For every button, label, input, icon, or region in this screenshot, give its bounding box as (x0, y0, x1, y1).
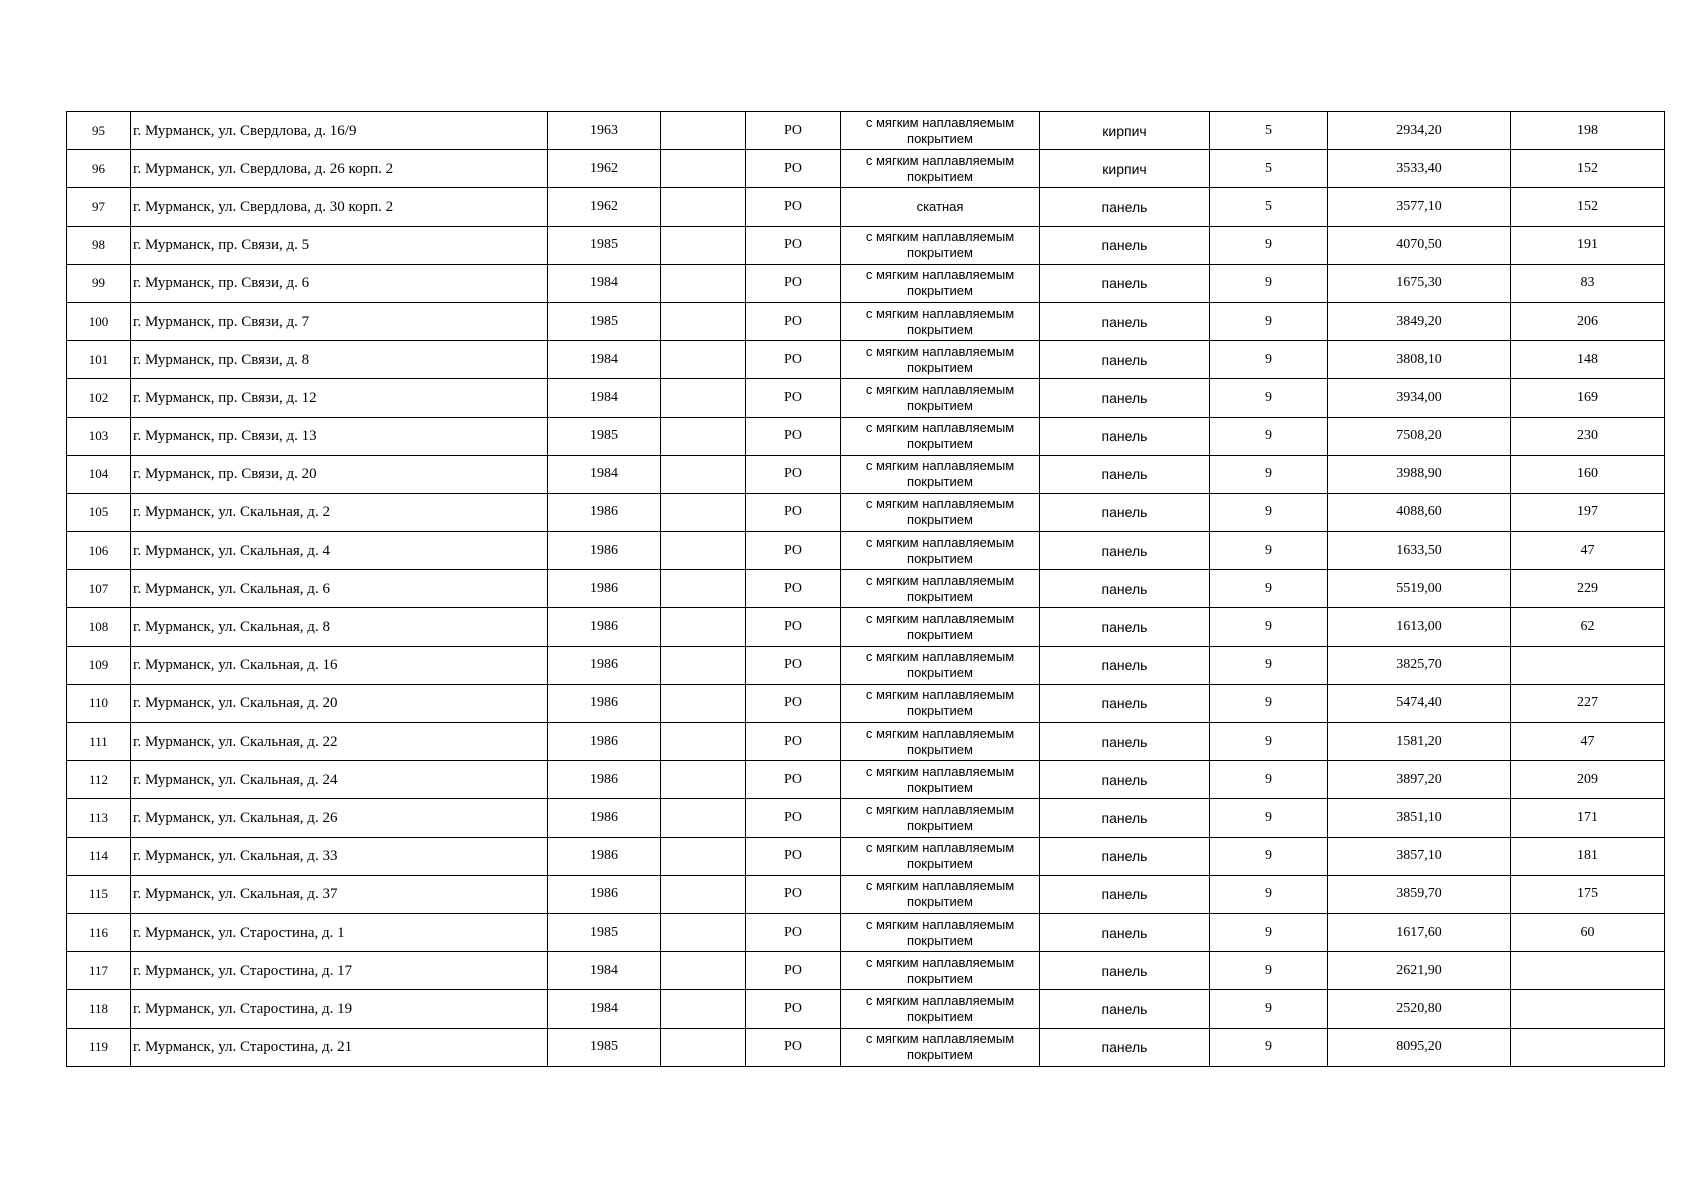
cell-roof-type: с мягким наплавляемым покрытием (841, 226, 1040, 264)
cell-empty (661, 1028, 746, 1066)
cell-fund: РО (746, 264, 841, 302)
cell-address: г. Мурманск, ул. Скальная, д. 4 (131, 532, 548, 570)
cell-empty (661, 150, 746, 188)
cell-floors: 5 (1210, 150, 1328, 188)
cell-address: г. Мурманск, ул. Свердлова, д. 26 корп. 2 (131, 150, 548, 188)
cell-area: 2934,20 (1328, 112, 1511, 150)
cell-year: 1962 (548, 188, 661, 226)
cell-fund: РО (746, 379, 841, 417)
cell-roof-type: с мягким наплавляемым покрытием (841, 264, 1040, 302)
cell-area: 1617,60 (1328, 913, 1511, 951)
cell-year: 1963 (548, 112, 661, 150)
cell-empty (661, 570, 746, 608)
cell-floors: 9 (1210, 302, 1328, 340)
cell-empty (661, 646, 746, 684)
cell-wall-material: панель (1040, 990, 1210, 1028)
cell-address: г. Мурманск, пр. Связи, д. 7 (131, 302, 548, 340)
cell-year: 1985 (548, 913, 661, 951)
cell-number: 111 (67, 723, 131, 761)
table-row (67, 646, 1665, 684)
cell-area: 8095,20 (1328, 1028, 1511, 1066)
cell-area: 2621,90 (1328, 952, 1511, 990)
cell-number: 116 (67, 913, 131, 951)
table-row (67, 226, 1665, 264)
cell-floors: 9 (1210, 532, 1328, 570)
cell-address: г. Мурманск, пр. Связи, д. 8 (131, 341, 548, 379)
cell-number: 96 (67, 150, 131, 188)
cell-floors: 9 (1210, 913, 1328, 951)
cell-wall-material: панель (1040, 684, 1210, 722)
cell-year: 1985 (548, 226, 661, 264)
cell-area: 3808,10 (1328, 341, 1511, 379)
cell-empty (661, 952, 746, 990)
cell-year: 1986 (548, 570, 661, 608)
table-row (67, 761, 1665, 799)
cell-fund: РО (746, 875, 841, 913)
cell-area: 3577,10 (1328, 188, 1511, 226)
cell-residents: 152 (1511, 150, 1665, 188)
cell-roof-type: с мягким наплавляемым покрытием (841, 532, 1040, 570)
cell-address: г. Мурманск, ул. Скальная, д. 22 (131, 723, 548, 761)
cell-number: 98 (67, 226, 131, 264)
cell-number: 99 (67, 264, 131, 302)
cell-empty (661, 799, 746, 837)
cell-empty (661, 875, 746, 913)
cell-fund: РО (746, 341, 841, 379)
cell-address: г. Мурманск, ул. Старостина, д. 19 (131, 990, 548, 1028)
cell-area: 3934,00 (1328, 379, 1511, 417)
table-row (67, 723, 1665, 761)
cell-wall-material: панель (1040, 723, 1210, 761)
cell-wall-material: панель (1040, 188, 1210, 226)
cell-area: 3859,70 (1328, 875, 1511, 913)
cell-address: г. Мурманск, ул. Скальная, д. 24 (131, 761, 548, 799)
cell-fund: РО (746, 302, 841, 340)
cell-residents: 209 (1511, 761, 1665, 799)
cell-year: 1986 (548, 799, 661, 837)
cell-wall-material: панель (1040, 264, 1210, 302)
cell-wall-material: панель (1040, 952, 1210, 990)
cell-residents: 198 (1511, 112, 1665, 150)
table-row (67, 570, 1665, 608)
table-row (67, 837, 1665, 875)
cell-wall-material: панель (1040, 493, 1210, 531)
cell-roof-type: с мягким наплавляемым покрытием (841, 799, 1040, 837)
cell-empty (661, 837, 746, 875)
cell-address: г. Мурманск, ул. Скальная, д. 20 (131, 684, 548, 722)
cell-floors: 5 (1210, 188, 1328, 226)
cell-year: 1986 (548, 837, 661, 875)
cell-area: 3897,20 (1328, 761, 1511, 799)
cell-area: 3988,90 (1328, 455, 1511, 493)
cell-fund: РО (746, 799, 841, 837)
cell-roof-type: с мягким наплавляемым покрытием (841, 875, 1040, 913)
cell-address: г. Мурманск, ул. Скальная, д. 37 (131, 875, 548, 913)
table-row (67, 379, 1665, 417)
cell-fund: РО (746, 913, 841, 951)
cell-number: 114 (67, 837, 131, 875)
cell-roof-type: с мягким наплавляемым покрытием (841, 302, 1040, 340)
cell-area: 4070,50 (1328, 226, 1511, 264)
table-row (67, 913, 1665, 951)
cell-wall-material: кирпич (1040, 150, 1210, 188)
cell-wall-material: кирпич (1040, 112, 1210, 150)
cell-year: 1986 (548, 684, 661, 722)
cell-residents: 160 (1511, 455, 1665, 493)
cell-fund: РО (746, 417, 841, 455)
cell-fund: РО (746, 1028, 841, 1066)
cell-roof-type: с мягким наплавляемым покрытием (841, 608, 1040, 646)
cell-roof-type: с мягким наплавляемым покрытием (841, 341, 1040, 379)
cell-fund: РО (746, 532, 841, 570)
cell-wall-material: панель (1040, 608, 1210, 646)
cell-year: 1986 (548, 608, 661, 646)
cell-year: 1984 (548, 952, 661, 990)
cell-floors: 9 (1210, 952, 1328, 990)
cell-roof-type: с мягким наплавляемым покрытием (841, 837, 1040, 875)
cell-empty (661, 684, 746, 722)
cell-empty (661, 608, 746, 646)
cell-roof-type: с мягким наплавляемым покрытием (841, 1028, 1040, 1066)
table-row (67, 990, 1665, 1028)
cell-fund: РО (746, 112, 841, 150)
cell-year: 1984 (548, 379, 661, 417)
cell-area: 5519,00 (1328, 570, 1511, 608)
table-row (67, 112, 1665, 150)
cell-address: г. Мурманск, пр. Связи, д. 6 (131, 264, 548, 302)
cell-wall-material: панель (1040, 761, 1210, 799)
table-row (67, 341, 1665, 379)
cell-empty (661, 188, 746, 226)
cell-floors: 9 (1210, 226, 1328, 264)
document-page (66, 111, 1665, 1067)
cell-empty (661, 379, 746, 417)
cell-number: 104 (67, 455, 131, 493)
cell-wall-material: панель (1040, 646, 1210, 684)
cell-residents: 171 (1511, 799, 1665, 837)
table-row (67, 532, 1665, 570)
cell-fund: РО (746, 761, 841, 799)
cell-floors: 9 (1210, 493, 1328, 531)
cell-fund: РО (746, 493, 841, 531)
cell-wall-material: панель (1040, 417, 1210, 455)
cell-fund: РО (746, 952, 841, 990)
cell-roof-type: с мягким наплавляемым покрытием (841, 417, 1040, 455)
cell-area: 3857,10 (1328, 837, 1511, 875)
cell-fund: РО (746, 226, 841, 264)
cell-number: 109 (67, 646, 131, 684)
cell-floors: 5 (1210, 112, 1328, 150)
cell-floors: 9 (1210, 570, 1328, 608)
cell-floors: 9 (1210, 1028, 1328, 1066)
cell-roof-type: с мягким наплавляемым покрытием (841, 646, 1040, 684)
cell-residents: 83 (1511, 264, 1665, 302)
cell-floors: 9 (1210, 455, 1328, 493)
cell-year: 1962 (548, 150, 661, 188)
cell-number: 97 (67, 188, 131, 226)
cell-area: 5474,40 (1328, 684, 1511, 722)
cell-residents: 191 (1511, 226, 1665, 264)
cell-floors: 9 (1210, 417, 1328, 455)
cell-fund: РО (746, 723, 841, 761)
cell-number: 102 (67, 379, 131, 417)
cell-number: 105 (67, 493, 131, 531)
cell-roof-type: скатная (841, 188, 1040, 226)
cell-area: 1613,00 (1328, 608, 1511, 646)
cell-wall-material: панель (1040, 455, 1210, 493)
cell-address: г. Мурманск, ул. Скальная, д. 26 (131, 799, 548, 837)
cell-roof-type: с мягким наплавляемым покрытием (841, 684, 1040, 722)
cell-wall-material: панель (1040, 341, 1210, 379)
cell-residents: 227 (1511, 684, 1665, 722)
cell-year: 1986 (548, 761, 661, 799)
cell-empty (661, 112, 746, 150)
cell-fund: РО (746, 837, 841, 875)
cell-year: 1984 (548, 264, 661, 302)
table-row (67, 188, 1665, 226)
table-row (67, 493, 1665, 531)
cell-floors: 9 (1210, 379, 1328, 417)
cell-number: 110 (67, 684, 131, 722)
cell-empty (661, 913, 746, 951)
cell-wall-material: панель (1040, 532, 1210, 570)
cell-residents (1511, 990, 1665, 1028)
cell-residents: 197 (1511, 493, 1665, 531)
cell-empty (661, 264, 746, 302)
cell-residents: 229 (1511, 570, 1665, 608)
cell-year: 1986 (548, 875, 661, 913)
cell-empty (661, 532, 746, 570)
cell-number: 103 (67, 417, 131, 455)
cell-address: г. Мурманск, ул. Свердлова, д. 30 корп. 2 (131, 188, 548, 226)
cell-number: 107 (67, 570, 131, 608)
cell-year: 1985 (548, 1028, 661, 1066)
table-row (67, 608, 1665, 646)
cell-area: 1633,50 (1328, 532, 1511, 570)
cell-floors: 9 (1210, 875, 1328, 913)
cell-floors: 9 (1210, 723, 1328, 761)
cell-address: г. Мурманск, пр. Связи, д. 12 (131, 379, 548, 417)
cell-year: 1984 (548, 455, 661, 493)
cell-area: 1675,30 (1328, 264, 1511, 302)
cell-address: г. Мурманск, ул. Старостина, д. 1 (131, 913, 548, 951)
cell-empty (661, 341, 746, 379)
cell-fund: РО (746, 646, 841, 684)
cell-residents: 169 (1511, 379, 1665, 417)
cell-area: 3851,10 (1328, 799, 1511, 837)
cell-residents: 175 (1511, 875, 1665, 913)
cell-empty (661, 417, 746, 455)
cell-number: 101 (67, 341, 131, 379)
cell-floors: 9 (1210, 264, 1328, 302)
table-body (67, 112, 1665, 1067)
cell-address: г. Мурманск, ул. Скальная, д. 16 (131, 646, 548, 684)
cell-roof-type: с мягким наплавляемым покрытием (841, 455, 1040, 493)
cell-area: 3825,70 (1328, 646, 1511, 684)
cell-number: 95 (67, 112, 131, 150)
cell-fund: РО (746, 608, 841, 646)
cell-roof-type: с мягким наплавляемым покрытием (841, 493, 1040, 531)
cell-residents: 230 (1511, 417, 1665, 455)
cell-number: 112 (67, 761, 131, 799)
cell-fund: РО (746, 188, 841, 226)
cell-empty (661, 302, 746, 340)
cell-year: 1984 (548, 990, 661, 1028)
cell-floors: 9 (1210, 761, 1328, 799)
cell-empty (661, 226, 746, 264)
cell-address: г. Мурманск, ул. Старостина, д. 17 (131, 952, 548, 990)
cell-residents (1511, 952, 1665, 990)
cell-empty (661, 723, 746, 761)
cell-fund: РО (746, 570, 841, 608)
cell-empty (661, 990, 746, 1028)
cell-wall-material: панель (1040, 226, 1210, 264)
table-row (67, 952, 1665, 990)
cell-year: 1986 (548, 532, 661, 570)
table-row (67, 684, 1665, 722)
cell-year: 1986 (548, 646, 661, 684)
cell-roof-type: с мягким наплавляемым покрытием (841, 379, 1040, 417)
cell-number: 119 (67, 1028, 131, 1066)
cell-address: г. Мурманск, ул. Скальная, д. 2 (131, 493, 548, 531)
cell-fund: РО (746, 455, 841, 493)
cell-floors: 9 (1210, 990, 1328, 1028)
cell-residents: 62 (1511, 608, 1665, 646)
cell-empty (661, 493, 746, 531)
cell-number: 113 (67, 799, 131, 837)
cell-roof-type: с мягким наплавляемым покрытием (841, 952, 1040, 990)
cell-address: г. Мурманск, ул. Свердлова, д. 16/9 (131, 112, 548, 150)
table-row (67, 264, 1665, 302)
cell-fund: РО (746, 990, 841, 1028)
cell-area: 4088,60 (1328, 493, 1511, 531)
cell-floors: 9 (1210, 684, 1328, 722)
cell-fund: РО (746, 684, 841, 722)
cell-wall-material: панель (1040, 913, 1210, 951)
cell-floors: 9 (1210, 646, 1328, 684)
cell-address: г. Мурманск, пр. Связи, д. 5 (131, 226, 548, 264)
cell-number: 117 (67, 952, 131, 990)
cell-area: 7508,20 (1328, 417, 1511, 455)
cell-year: 1986 (548, 493, 661, 531)
table-row (67, 455, 1665, 493)
cell-year: 1986 (548, 723, 661, 761)
cell-area: 3533,40 (1328, 150, 1511, 188)
cell-residents (1511, 646, 1665, 684)
table-row (67, 417, 1665, 455)
cell-roof-type: с мягким наплавляемым покрытием (841, 112, 1040, 150)
cell-residents: 206 (1511, 302, 1665, 340)
cell-wall-material: панель (1040, 1028, 1210, 1066)
cell-year: 1985 (548, 417, 661, 455)
table-row (67, 302, 1665, 340)
cell-number: 115 (67, 875, 131, 913)
cell-number: 100 (67, 302, 131, 340)
cell-number: 106 (67, 532, 131, 570)
cell-wall-material: панель (1040, 570, 1210, 608)
cell-wall-material: панель (1040, 837, 1210, 875)
cell-year: 1985 (548, 302, 661, 340)
cell-roof-type: с мягким наплавляемым покрытием (841, 761, 1040, 799)
cell-area: 2520,80 (1328, 990, 1511, 1028)
cell-roof-type: с мягким наплавляемым покрытием (841, 723, 1040, 761)
cell-address: г. Мурманск, ул. Скальная, д. 6 (131, 570, 548, 608)
cell-address: г. Мурманск, ул. Старостина, д. 21 (131, 1028, 548, 1066)
table-row (67, 150, 1665, 188)
cell-number: 118 (67, 990, 131, 1028)
cell-wall-material: панель (1040, 875, 1210, 913)
cell-address: г. Мурманск, ул. Скальная, д. 8 (131, 608, 548, 646)
cell-fund: РО (746, 150, 841, 188)
cell-address: г. Мурманск, ул. Скальная, д. 33 (131, 837, 548, 875)
housing-table (66, 111, 1665, 1067)
cell-roof-type: с мягким наплавляемым покрытием (841, 570, 1040, 608)
cell-residents: 60 (1511, 913, 1665, 951)
cell-roof-type: с мягким наплавляемым покрытием (841, 990, 1040, 1028)
cell-wall-material: панель (1040, 302, 1210, 340)
cell-year: 1984 (548, 341, 661, 379)
table-row (67, 875, 1665, 913)
cell-number: 108 (67, 608, 131, 646)
cell-floors: 9 (1210, 799, 1328, 837)
cell-roof-type: с мягким наплавляемым покрытием (841, 913, 1040, 951)
cell-empty (661, 455, 746, 493)
cell-residents: 181 (1511, 837, 1665, 875)
cell-floors: 9 (1210, 837, 1328, 875)
cell-floors: 9 (1210, 608, 1328, 646)
cell-residents: 47 (1511, 723, 1665, 761)
cell-residents: 47 (1511, 532, 1665, 570)
cell-wall-material: панель (1040, 799, 1210, 837)
cell-residents: 148 (1511, 341, 1665, 379)
cell-residents (1511, 1028, 1665, 1066)
cell-floors: 9 (1210, 341, 1328, 379)
cell-address: г. Мурманск, пр. Связи, д. 20 (131, 455, 548, 493)
cell-address: г. Мурманск, пр. Связи, д. 13 (131, 417, 548, 455)
cell-roof-type: с мягким наплавляемым покрытием (841, 150, 1040, 188)
table-row (67, 1028, 1665, 1066)
cell-area: 1581,20 (1328, 723, 1511, 761)
cell-wall-material: панель (1040, 379, 1210, 417)
table-row (67, 799, 1665, 837)
cell-empty (661, 761, 746, 799)
cell-residents: 152 (1511, 188, 1665, 226)
cell-area: 3849,20 (1328, 302, 1511, 340)
